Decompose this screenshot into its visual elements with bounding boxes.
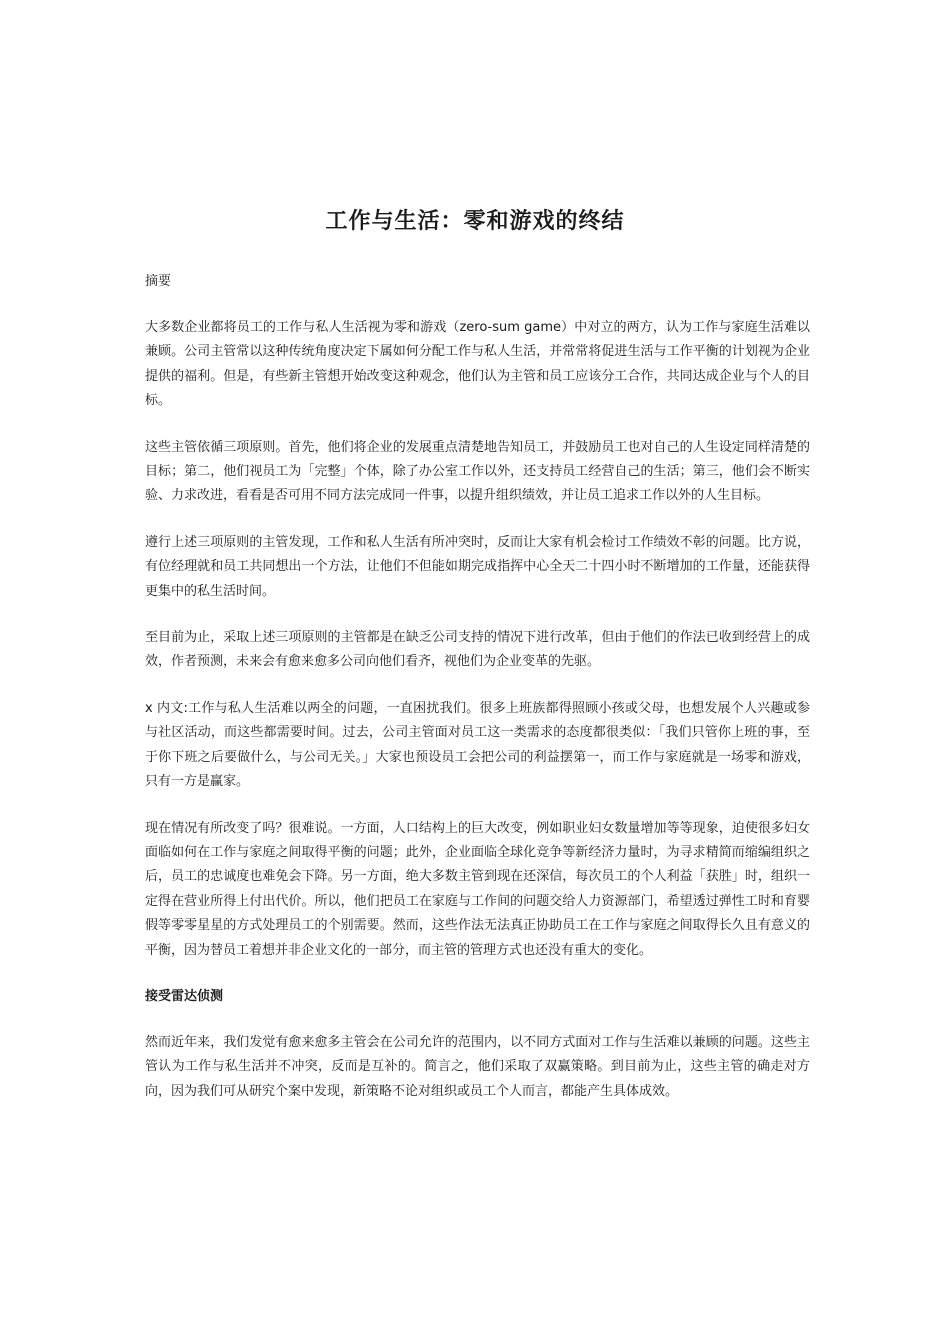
paragraph: 然而近年来，我们发觉有愈来愈多主管会在公司允许的范围内，以不同方式面对工作与生活难以兼顾的问题。这些主管认为工作与私生活并不冲突，反而是互补的。简言之，他们采取了双赢策略。到目前为止，这些主管的确走对方向，因为我们可从研究个案中发现，新策略不论对组织或员工个人而言，都能产生具体成效。: [145, 1034, 810, 1099]
paragraph: x 内文:工作与私人生活难以两全的问题，一直困扰我们。很多上班族都得照顾小孩或父母，也想发展个人兴趣或参与社区活动，而这些都需要时间。过去，公司主管面对员工这一类需求的态度都很类似：「我们只管你上班的事，至于你下班之后要做什么，与公司无关。」大家也预设员工会把公司的利益摆第一，而工作与家庭就是一场零和游戏，只有一方是赢家。: [145, 700, 810, 790]
document-body: [145, 316, 810, 1126]
paragraph: 至目前为止，采取上述三项原则的主管都是在缺乏公司支持的情况下进行改革，但由于他们的作法已收到经营上的成效，作者预测，未来会有愈来愈多公司向他们看齐，视他们为企业变革的先驱。: [145, 630, 810, 670]
paragraph: 这些主管依循三项原则。首先，他们将企业的发展重点清楚地告知员工，并鼓励员工也对自己的人生设定同样清楚的目标；第二，他们视员工为「完整」个体，除了办公室工作以外，还支持员工经营自己的生活；第三，他们会不断实验、力求改进，看看是否可用不同方法完成同一件事，以提升组织绩效，并让员工追求工作以外的人生目标。: [145, 439, 810, 504]
abstract-label: 摘要: [145, 274, 172, 289]
paragraph: 现在情况有所改变了吗？很难说。一方面，人口结构上的巨大改变，例如职业妇女数量增加等等现象，迫使很多妇女面临如何在工作与家庭之间取得平衡的问题；此外，企业面临全球化竞争等新经济力量时，为寻求精简而缩编组织之后，员工的忠诚度也难免会下降。另一方面，绝大多数主管到现在还深信，每次员工的个人利益「获胜」时，组织一定得在营业所得上付出代价。所以，他们把员工在家庭与工作间的问题交给人力资源部门，希望透过弹性工时和育婴假等零零星星的方式处理员工的个别需要。然而，这些作法无法真正协助员工在工作与家庭之间取得长久且有意义的平衡，因为替员工着想并非企业文化的一部分，而主管的管理方式也还没有重大的变化。: [145, 820, 810, 958]
paragraph: 大多数企业都将员工的工作与私人生活视为零和游戏（zero-sum game）中对立的两方，认为工作与家庭生活难以兼顾。公司主管常以这种传统角度决定下属如何分配工作与私人生活，并常常将促进生活与工作平衡的计划视为企业提供的福利。但是，有些新主管想开始改变这种观念，他们认为主管和员工应该分工合作，共同达成企业与个人的目标。: [145, 320, 810, 409]
section-heading: 接受雷达侦测: [145, 988, 224, 1004]
paragraph: 遵行上述三项原则的主管发现，工作和私人生活有所冲突时，反而让大家有机会检讨工作绩效不彰的问题。比方说，有位经理就和员工共同想出一个方法，让他们不但能如期完成指挥中心全天二十四小时不断增加的工作量，还能获得更集中的私生活时间。: [145, 534, 810, 599]
document-title: 工作与生活：零和游戏的终结: [325, 209, 625, 234]
